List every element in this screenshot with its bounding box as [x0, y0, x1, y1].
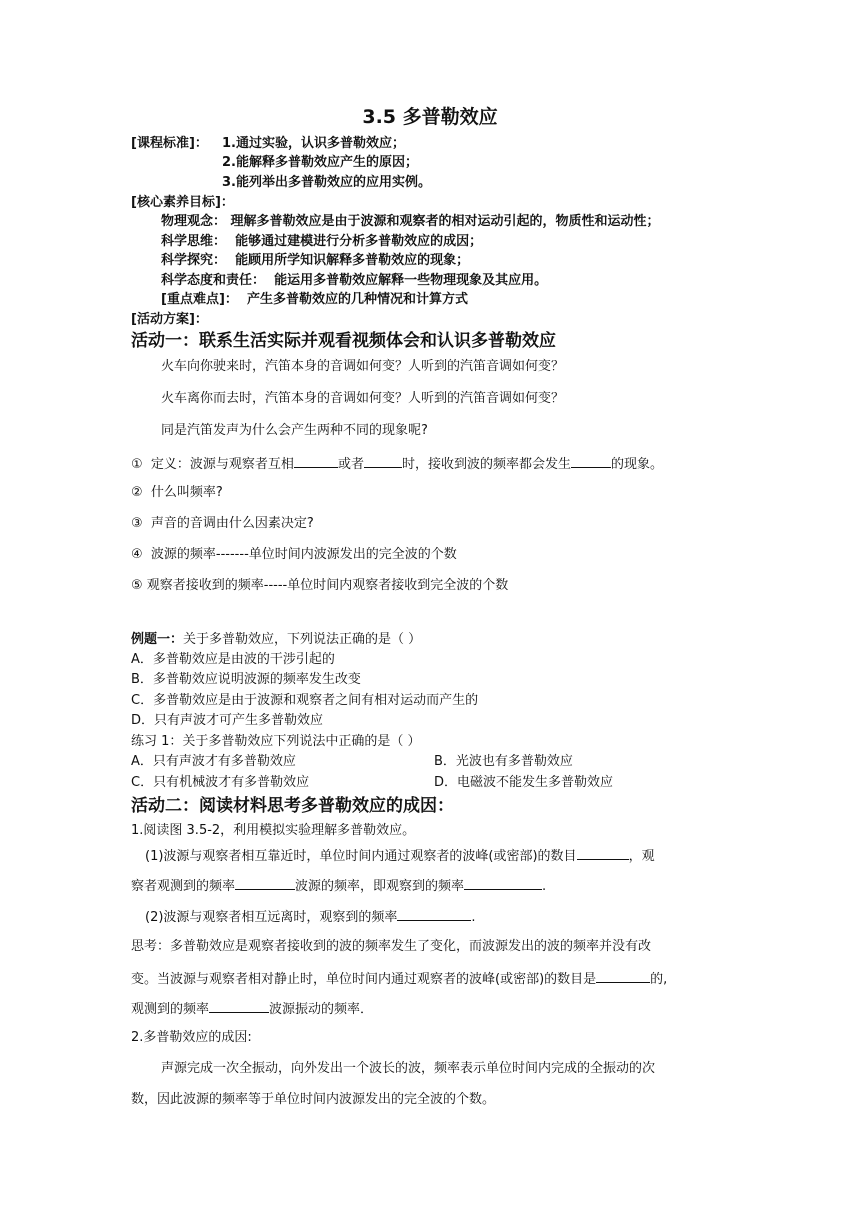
cause-line1: 声源完成一次全振动，向外发出一个波长的波，频率表示单位时间内完成的全振动的次 [161, 1061, 656, 1076]
core-goal-attitude: 科学态度和责任： 能运用多普勒效应解释一些物理现象及其应用。 [161, 273, 548, 288]
example1-option-a: A．多普勒效应是由波的干涉引起的 [131, 652, 335, 667]
definition-line: ① 定义：波源与观察者互相 或者 时，接收到波的频率都会发生 的现象。 [131, 457, 663, 472]
course-standard-item-2: 2.能解释多普勒效应产生的原因； [222, 155, 418, 170]
activity1-heading: 活动一：联系生活实际并观看视频体会和认识多普勒效应 [131, 331, 556, 351]
cause-line2: 数，因此波源的频率等于单位时间内波源发出的完全波的个数。 [131, 1092, 496, 1107]
activity1-question-2: 火车离你而去时，汽笛本身的音调如何变？人听到的汽笛音调如何变？ [161, 391, 565, 406]
activity1-item-3: ③ 声音的音调由什么因素决定? [131, 516, 314, 531]
core-goal-inquiry: 科学探究： 能顾用所学知识解释多普勒效应的现象； [161, 253, 470, 268]
activity1-question-1: 火车向你驶来时，汽笛本身的音调如何变？人听到的汽笛音调如何变？ [161, 359, 565, 374]
course-standard-item-1: 1.通过实验，认识多普勒效应； [222, 136, 405, 151]
think-line1: 思考：多普勒效应是观察者接收到的波的频率发生了变化，而波源发出的波的频率并没有改 [131, 939, 652, 954]
activity1-item-5: ⑤ 观察者接收到的频率-----单位时间内观察者接收到完全波的个数 [131, 578, 509, 593]
activity-plan-label: [活动方案]： [131, 312, 208, 327]
activity2-reading: 1.阅读图 3.5-2，利用模拟实验理解多普勒效应。 [131, 823, 416, 838]
think-line3: 观测到的频率 波源振动的频率． [131, 1002, 374, 1017]
core-goal-thinking: 科学思维： 能够通过建模进行分析多普勒效应的成因； [161, 234, 483, 249]
example1-option-b: B．多普勒效应说明波源的频率发生改变 [131, 672, 361, 687]
activity2-approach-line1: (1)波源与观察者相互靠近时，单位时间内通过观察者的波峰(或密部)的数目 ，观 [145, 849, 655, 864]
course-standard-label: [课程标准]： [131, 136, 208, 151]
example1-option-d: D．只有声波才可产生多普勒效应 [131, 713, 324, 728]
core-goals-label: [核心素养目标]： [131, 195, 234, 210]
example1-stem: 例题一：关于多普勒效应，下列说法正确的是（ ） [131, 632, 422, 647]
core-goal-physics: 物理观念： 理解多普勒效应是由于波源和观察者的相对运动引起的，物质性和运动性； [161, 214, 660, 229]
activity2-heading: 活动二：阅读材料思考多普勒效应的成因： [131, 796, 454, 816]
cause-title: 2.多普勒效应的成因: [131, 1030, 252, 1045]
activity2-approach-line2: 察者观测到的频率 波源的频率，即观察到的频率 . [131, 879, 547, 894]
example1-option-c: C．多普勒效应是由于波源和观察者之间有相对运动而产生的 [131, 693, 479, 708]
course-standard-item-3: 3.能列举出多普勒效应的应用实例。 [222, 175, 431, 190]
exercise1-option-c: C．只有机械波才有多普勒效应 [131, 775, 310, 790]
exercise1-stem: 练习 1：关于多普勒效应下列说法中正确的是（ ） [131, 734, 421, 749]
activity1-question-3: 同是汽笛发声为什么会产生两种不同的现象呢? [161, 423, 428, 438]
activity1-item-4: ④ 波源的频率-------单位时间内波源发出的完全波的个数 [131, 547, 457, 562]
exercise1-option-a: A．只有声波才有多普勒效应 [131, 754, 296, 769]
activity1-item-2: ② 什么叫频率? [131, 485, 223, 500]
think-line2: 变。当波源与观察者相对静止时，单位时间内通过观察者的波峰(或密部)的数目是 的, [131, 972, 668, 987]
activity2-recede-line: (2)波源与观察者相互远离时，观察到的频率 . [145, 910, 476, 925]
exercise1-option-b: B．光波也有多普勒效应 [434, 754, 573, 769]
key-difficulties: [重点难点]： 产生多普勒效应的几种情况和计算方式 [161, 292, 468, 307]
exercise1-option-d: D．电磁波不能发生多普勒效应 [434, 775, 614, 790]
page-title: 3.5 多普勒效应 [362, 106, 498, 128]
